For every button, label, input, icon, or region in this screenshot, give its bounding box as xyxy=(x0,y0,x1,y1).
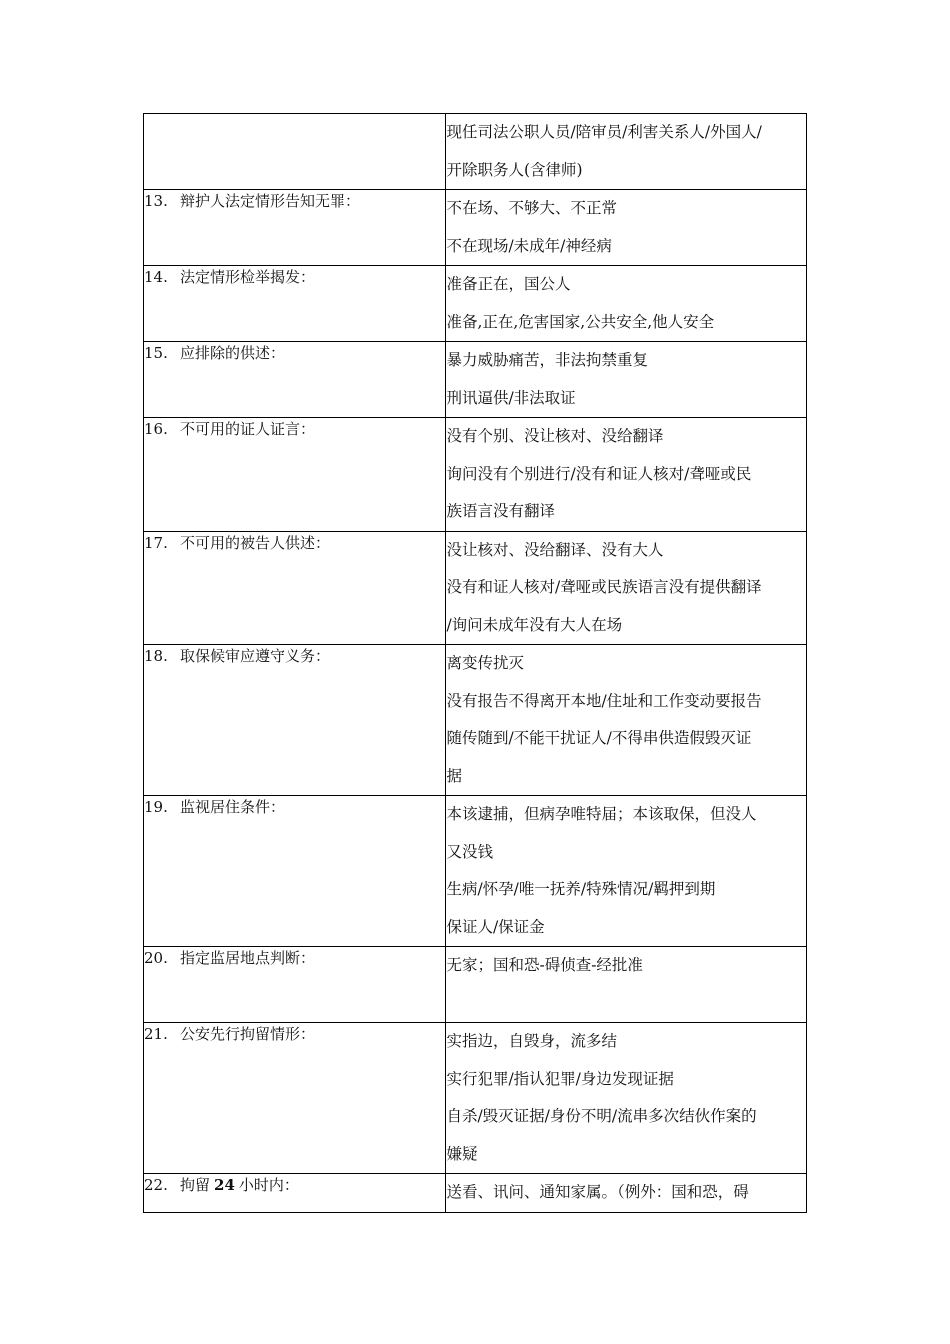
item-number: 14. xyxy=(144,268,168,286)
table-row xyxy=(144,418,807,532)
answer-line: 离变传扰灭 xyxy=(446,654,524,672)
answer-line: 没让核对、没给翻译、没有大人 xyxy=(446,540,664,559)
item-label: 不可用的被告人供述： xyxy=(180,533,331,552)
item-label-after: 小时内： xyxy=(238,1176,299,1194)
question-cell xyxy=(144,796,446,947)
table-row xyxy=(144,947,807,1023)
question-cell xyxy=(144,947,446,1023)
item-label: 指定监居地点判断： xyxy=(180,949,316,967)
answer-cell xyxy=(446,645,807,796)
answer-line: 据 xyxy=(446,766,462,785)
item-number: 17. xyxy=(144,533,168,552)
question-cell xyxy=(144,1023,446,1174)
table-row xyxy=(144,1174,807,1213)
answer-cell xyxy=(446,266,807,342)
table-row xyxy=(144,1023,807,1174)
table-row xyxy=(144,531,807,645)
answer-line: 生病/怀孕/唯一抚养/特殊情况/羁押到期 xyxy=(446,880,716,898)
table-row xyxy=(144,190,807,266)
table-row xyxy=(144,114,807,190)
question-cell xyxy=(144,645,446,796)
answer-line: 无家；国和恐-碍侦查-经批准 xyxy=(446,956,643,974)
answer-line: 实指边，自毁身，流多结 xyxy=(446,1032,617,1050)
answer-cell xyxy=(446,418,807,532)
answer-line: 没有和证人核对/聋哑或民族语言没有提供翻译 xyxy=(446,578,762,596)
item-number: 21. xyxy=(144,1025,168,1043)
table-row xyxy=(144,796,807,947)
question-cell xyxy=(144,190,446,266)
answer-line: 送看、讯问、通知家属。（例外：国和恐，碍 xyxy=(446,1183,749,1201)
answer-line: 不在场、不够大、不正常 xyxy=(446,199,617,217)
item-number: 15. xyxy=(144,344,168,362)
item-number: 16. xyxy=(144,420,168,438)
answer-cell xyxy=(446,114,807,190)
answer-cell xyxy=(446,531,807,645)
answer-line: 刑讯逼供/非法取证 xyxy=(446,388,576,407)
table-row xyxy=(144,266,807,342)
item-number: 13. xyxy=(144,192,168,210)
answer-line: 实行犯罪/指认犯罪/身边发现证据 xyxy=(446,1069,674,1088)
notes-table xyxy=(143,113,807,1213)
answer-line: 准备正在，国公人 xyxy=(446,275,571,293)
question-cell xyxy=(144,1174,446,1213)
question-cell xyxy=(144,114,446,190)
item-label: 监视居住条件： xyxy=(180,798,286,816)
item-label: 法定情形检举揭发： xyxy=(180,268,316,286)
answer-line: 又没钱 xyxy=(446,842,493,861)
answer-line: 族语言没有翻译 xyxy=(446,502,555,520)
question-cell xyxy=(144,342,446,418)
question-cell xyxy=(144,266,446,342)
item-number: 19. xyxy=(144,798,168,816)
item-label-bold: 24 xyxy=(214,1176,235,1194)
answer-cell xyxy=(446,190,807,266)
item-number: 20. xyxy=(144,949,168,967)
question-cell xyxy=(144,418,446,532)
answer-line: 没有个别、没让核对、没给翻译 xyxy=(446,427,664,445)
answer-line: 保证人/保证金 xyxy=(446,917,545,936)
question-cell xyxy=(144,531,446,645)
table-row xyxy=(144,645,807,796)
answer-line: 自杀/毁灭证据/身份不明/流串多次结伙作案的 xyxy=(446,1107,757,1125)
item-label: 取保候审应遵守义务： xyxy=(180,647,331,665)
answer-line: 不在现场/未成年/神经病 xyxy=(446,236,612,255)
answer-line: 嫌疑 xyxy=(446,1144,478,1163)
item-label: 公安先行拘留情形： xyxy=(180,1025,316,1043)
answer-line: 本该逮捕，但病孕唯特届；本该取保，但没人 xyxy=(446,805,757,823)
answer-line: 没有报告不得离开本地/住址和工作变动要报告 xyxy=(446,691,762,710)
item-label: 辩护人法定情形告知无罪： xyxy=(180,192,361,210)
answer-cell xyxy=(446,796,807,947)
answer-line: 询问没有个别进行/没有和证人核对/聋哑或民 xyxy=(446,464,752,483)
table-body xyxy=(144,114,807,1213)
item-number: 18. xyxy=(144,647,168,665)
answer-line: 随传随到/不能干扰证人/不得串供造假毁灭证 xyxy=(446,729,752,747)
answer-cell xyxy=(446,1174,807,1213)
item-label: 拘留 xyxy=(180,1176,211,1194)
answer-line: 现任司法公职人员/陪审员/利害关系人/外国人/ xyxy=(446,123,762,141)
answer-cell xyxy=(446,947,807,1023)
answer-line: 开除职务人(含律师) xyxy=(446,160,583,179)
answer-line: /询问未成年没有大人在场 xyxy=(446,615,623,634)
item-label: 应排除的供述： xyxy=(180,344,286,362)
answer-cell xyxy=(446,1023,807,1174)
item-label: 不可用的证人证言： xyxy=(180,420,316,438)
answer-line: 暴力威胁痛苦，非法拘禁重复 xyxy=(446,351,648,369)
answer-cell xyxy=(446,342,807,418)
table-row xyxy=(144,342,807,418)
answer-line: 准备,正在,危害国家,公共安全,他人安全 xyxy=(446,312,715,331)
item-number: 22. xyxy=(144,1176,168,1194)
